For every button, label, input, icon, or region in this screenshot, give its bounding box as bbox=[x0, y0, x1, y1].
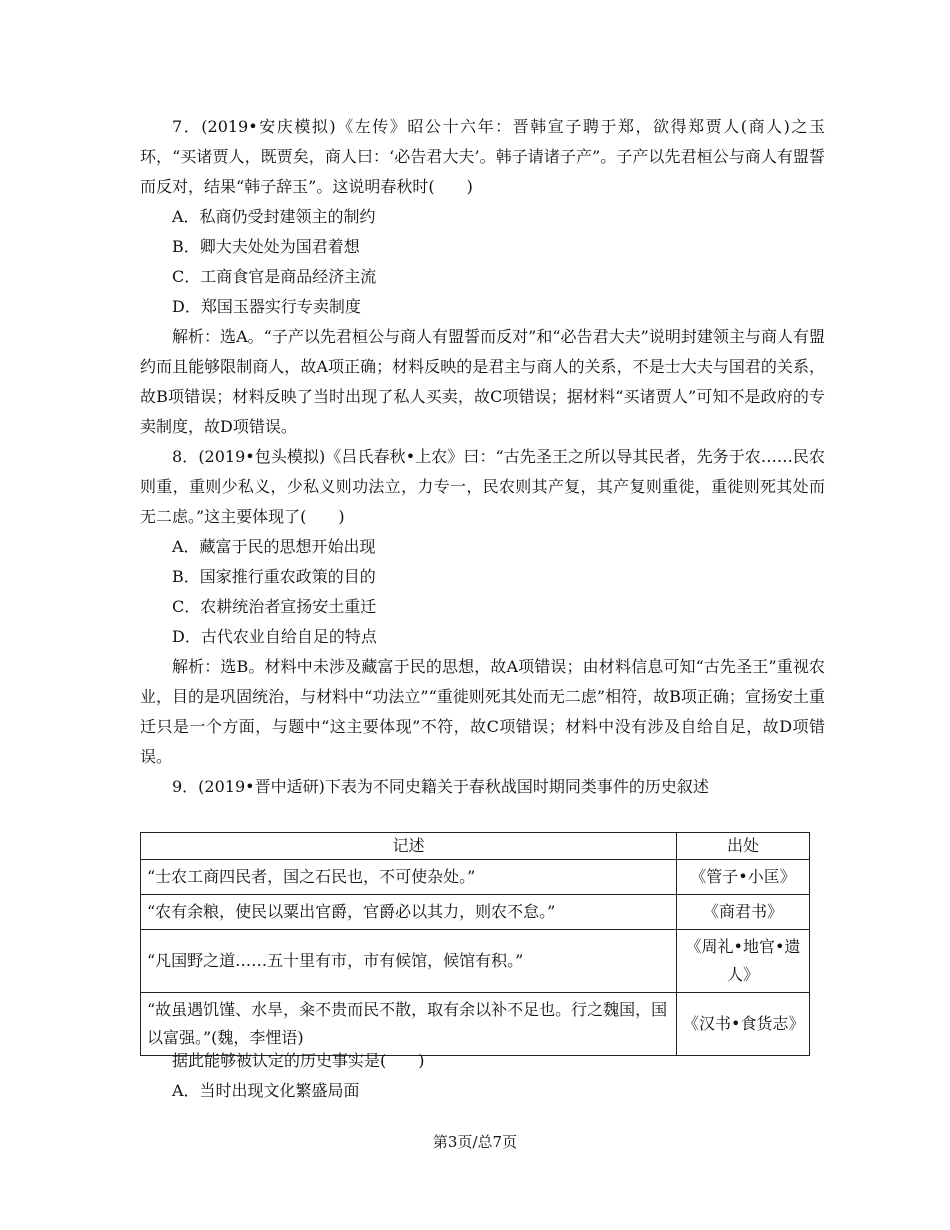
question-7-option-d: D．郑国玉器实行专卖制度 bbox=[172, 297, 361, 316]
question-9-followup bbox=[140, 1046, 825, 1106]
table-header-row bbox=[141, 833, 810, 860]
table-row bbox=[141, 860, 810, 895]
table-row bbox=[141, 930, 810, 993]
question-8-option-c: C．农耕统治者宣扬安土重迁 bbox=[172, 597, 377, 616]
question-8-option-a: A．藏富于民的思想开始出现 bbox=[172, 537, 376, 556]
table-cell-record: “凡国野之道……五十里有市，市有候馆，候馆有积。” bbox=[141, 930, 677, 993]
table-cell-record: “故虽遇饥馑、水旱，籴不贵而民不散，取有余以补不足也。行之魏国，国以富强。”(魏，李悝语) bbox=[141, 993, 677, 1056]
question-9-stem: 9．(2019•晋中适研)下表为不同史籍关于春秋战国时期同类事件的历史叙述 bbox=[172, 777, 709, 796]
question-8-option-d: D．古代农业自给自足的特点 bbox=[172, 627, 377, 646]
table-cell-source: 《管子•小匡》 bbox=[677, 860, 810, 895]
question-8-option-b: B．国家推行重农政策的目的 bbox=[172, 567, 376, 586]
table-cell-source: 《周礼•地官•遗人》 bbox=[677, 930, 810, 993]
table-header-cell: 记述 bbox=[141, 833, 677, 860]
question-7-option-b: B．卿大夫处处为国君着想 bbox=[172, 237, 360, 256]
source-table bbox=[140, 832, 810, 1056]
question-9-question: 据此能够被认定的历史事实是( ) bbox=[172, 1051, 425, 1070]
table-cell-record: “士农工商四民者，国之石民也，不可使杂处。” bbox=[141, 860, 677, 895]
page-number: 第3页/总7页 bbox=[432, 1133, 518, 1151]
question-7-analysis: 解析：选A。“子产以先君桓公与商人有盟誓而反对”和“必告君大夫”说明封建领主与商人有盟约而且能够限制商人，故A项正确；材料反映的是君主与商人的关系，不是士大夫与国君的关系，故B项错误；材料反映了当时出现了私人买卖，故C项错误；据材料“买诸贾人”可知不是政府的专卖制度，故D项错误。 bbox=[140, 327, 825, 436]
question-9-option-a: A．当时出现文化繁盛局面 bbox=[172, 1081, 360, 1100]
question-7-option-a: A．私商仍受封建领主的制约 bbox=[172, 207, 376, 226]
question-7-stem: 7．(2019•安庆模拟)《左传》昭公十六年：晋韩宣子聘于郑，欲得郑贾人(商人)之玉环，“买诸贾人，既贾矣，商人曰：‘必告君大夫’。韩子请诸子产”。子产以先君桓公与商人有盟誓而反对，结果“韩子辞玉”。这说明春秋时( ) bbox=[140, 117, 825, 196]
question-7-option-c: C．工商食官是商品经济主流 bbox=[172, 267, 377, 286]
table-cell-source: 《汉书•食货志》 bbox=[677, 993, 810, 1056]
table-header-cell: 出处 bbox=[677, 833, 810, 860]
table-row bbox=[141, 895, 810, 930]
table-cell-record: “农有余粮，使民以粟出官爵，官爵必以其力，则农不怠。” bbox=[141, 895, 677, 930]
question-8-stem: 8．(2019•包头模拟)《吕氏春秋•上农》曰：“古先圣王之所以导其民者，先务于农……民农则重，重则少私义，少私义则功法立，力专一，民农则其产复，其产复则重徙，重徙则死其处而无二虑。”这主要体现了( ) bbox=[140, 447, 825, 526]
questions-block bbox=[140, 112, 825, 802]
question-8-analysis: 解析：选B。材料中未涉及藏富于民的思想，故A项错误；由材料信息可知“古先圣王”重视农业，目的是巩固统治，与材料中“功法立”“重徙则死其处而无二虑”相符，故B项正确；宣扬安土重迁只是一个方面，与题中“这主要体现”不符，故C项错误；材料中没有涉及自给自足，故D项错误。 bbox=[140, 657, 825, 766]
table-cell-source: 《商君书》 bbox=[677, 895, 810, 930]
